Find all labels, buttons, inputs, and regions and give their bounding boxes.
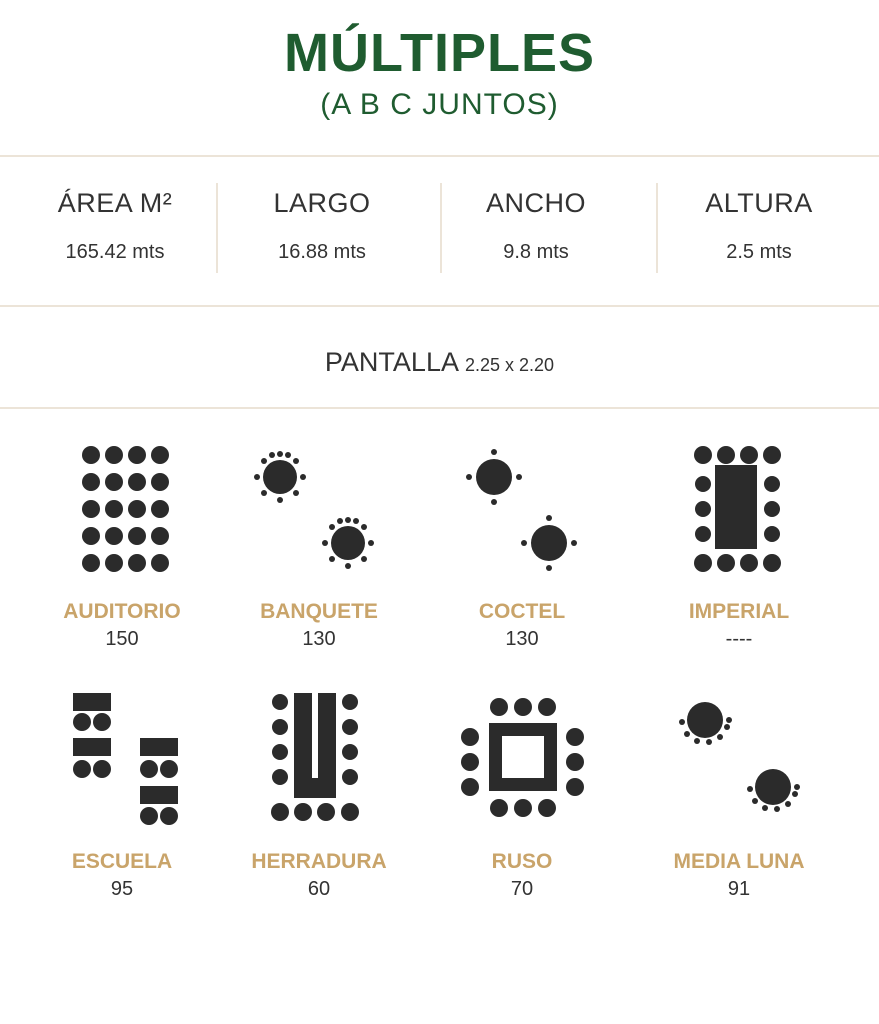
half-moon-layout (638, 688, 838, 828)
banquet-layout (218, 440, 418, 580)
divider (0, 407, 879, 409)
stat-length (212, 188, 432, 264)
layout-capacity: 70 (510, 878, 534, 900)
stat-value: 165.42 mts (65, 241, 165, 263)
layout-capacity: 130 (302, 628, 336, 650)
page-subtitle: (A B C JUNTOS) (320, 88, 559, 121)
classroom-icon (25, 688, 225, 828)
stat-value: 16.88 mts (278, 241, 366, 263)
divider (0, 155, 879, 157)
layout-name: HERRADURA (251, 850, 387, 873)
layout-name: RUSO (491, 850, 553, 873)
layout-name: IMPERIAL (688, 600, 790, 623)
stat-label: ÁREA M² (57, 188, 173, 218)
layout-name: COCTEL (478, 600, 566, 623)
stat-value: 9.8 mts (503, 241, 569, 263)
screen-info (0, 347, 879, 378)
horseshoe-layout (214, 688, 414, 828)
horseshoe-icon (214, 688, 414, 828)
page-title: MÚLTIPLES (284, 23, 595, 83)
auditorium-layout (25, 440, 225, 580)
stat-area (5, 188, 225, 264)
stat-value: 2.5 mts (726, 241, 792, 263)
layout-capacity: 60 (307, 878, 331, 900)
layout-capacity: 130 (505, 628, 539, 650)
layout-name: AUDITORIO (63, 600, 181, 623)
layout-name: ESCUELA (71, 850, 173, 873)
stat-height (649, 188, 869, 264)
cocktail-icon (420, 440, 620, 580)
stat-width (426, 188, 646, 264)
russian-layout (422, 688, 622, 828)
screen-size: 2.25 x 2.20 (465, 355, 555, 375)
russian-icon (422, 688, 622, 828)
layout-name: MEDIA LUNA (673, 850, 805, 873)
imperial-icon (638, 440, 838, 580)
stat-label: ALTURA (705, 188, 813, 218)
layout-capacity: 91 (727, 878, 751, 900)
stat-label: LARGO (273, 188, 371, 218)
divider (0, 305, 879, 307)
layout-capacity: 95 (110, 878, 134, 900)
layout-capacity: ---- (725, 628, 753, 650)
layout-capacity: 150 (105, 628, 139, 650)
classroom-layout (25, 688, 225, 828)
auditorium-icon (25, 440, 225, 580)
imperial-layout (638, 440, 838, 580)
cocktail-layout (420, 440, 620, 580)
stat-label: ANCHO (485, 188, 586, 218)
screen-label: PANTALLA (324, 347, 458, 377)
layout-name: BANQUETE (260, 600, 378, 623)
banquet-icon (218, 440, 418, 580)
half-moon-icon (638, 688, 838, 828)
